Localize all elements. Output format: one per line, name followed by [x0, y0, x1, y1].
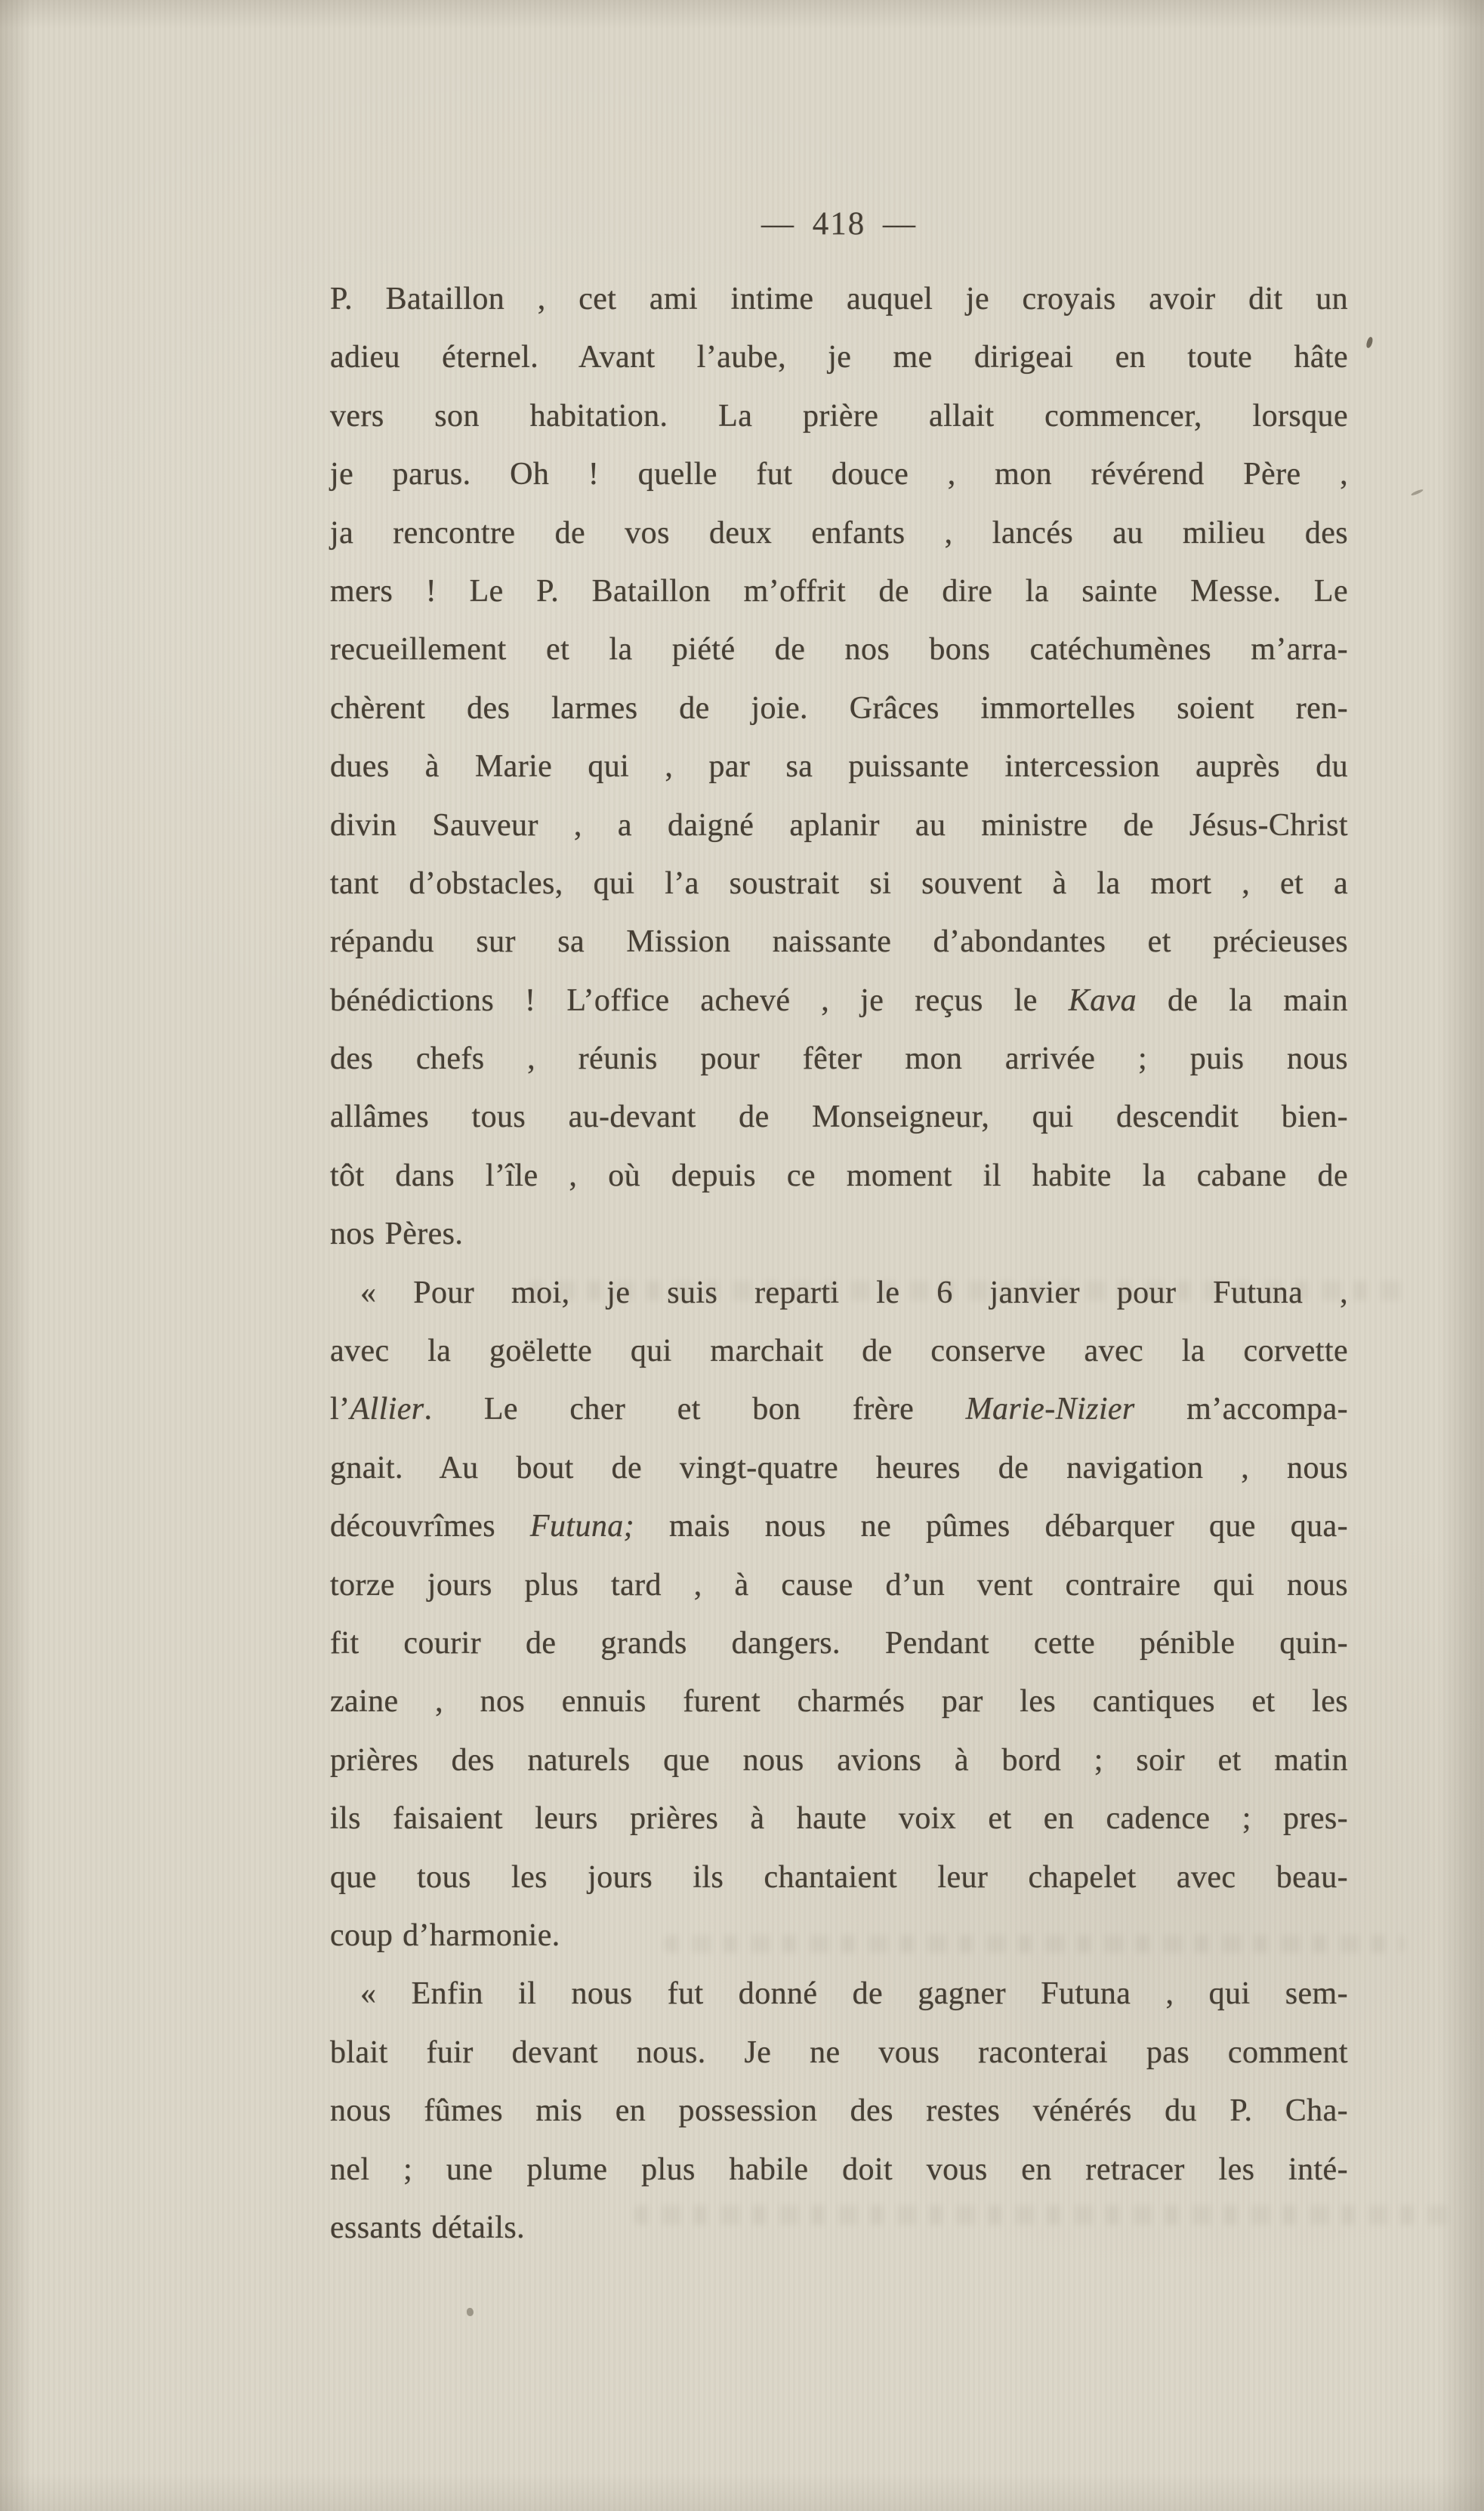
- text-run: . Le cher et bon frère: [424, 1392, 966, 1427]
- text-run: avec la goëlette qui marchait de conserve avec la corvette: [330, 1334, 1348, 1369]
- text-line: [330, 446, 1348, 504]
- text-run: répandu sur sa Mission naissante d’abondantes et précieuses: [330, 924, 1348, 960]
- text-line: [330, 329, 1348, 387]
- text-run: « Enfin il nous fut donné de gagner Futuna , qui sem-: [360, 1976, 1348, 2012]
- text-run: découvrîmes: [330, 1509, 530, 1544]
- text-line: [330, 1322, 1348, 1380]
- text-line: [330, 1556, 1348, 1615]
- text-run: tant d’obstacles, qui l’a soustrait si souvent à la mort , et a: [330, 865, 1348, 901]
- text-line: [330, 855, 1348, 913]
- text-run: nel ; une plume plus habile doit vous en retracer les inté-: [330, 2152, 1348, 2187]
- text-run: prières des naturels que nous avions à bord ; soir et matin: [330, 1742, 1348, 1778]
- text-run: mais nous ne pûmes débarquer que qua-: [634, 1509, 1348, 1544]
- text-run: « Pour moi, je suis reparti le 6 janvier pour Futuna ,: [360, 1275, 1348, 1310]
- text-run: divin Sauveur , a daigné aplanir au ministre de Jésus-Christ: [330, 807, 1348, 843]
- text-line: [330, 1088, 1348, 1146]
- text-line: [330, 972, 1348, 1030]
- text-line: [330, 1907, 1348, 1965]
- text-run: fit courir de grands dangers. Pendant cette pénible quin-: [330, 1625, 1348, 1661]
- text-run: mers ! Le P. Bataillon m’offrit de dire la sainte Messe. Le: [330, 573, 1348, 609]
- text-line: [330, 1147, 1348, 1205]
- text-run: P. Bataillon , cet ami intime auquel je croyais avoir dit un: [330, 282, 1348, 316]
- text-run: blait fuir devant nous. Je ne vous raconterai pas comment: [330, 2034, 1348, 2070]
- text-run: vers son habitation. La prière allait commencer, lorsque: [330, 398, 1348, 433]
- text-run: je parus. Oh ! quelle fut douce , mon révérend Père ,: [330, 457, 1348, 492]
- text-line: [330, 563, 1348, 621]
- text-run: essants détails.: [330, 2210, 526, 2245]
- page-number: — 418 —: [761, 206, 917, 242]
- text-run: nous fûmes mis en possession des restes vénérés du P. Cha-: [330, 2093, 1348, 2129]
- text-line: [330, 1732, 1348, 1790]
- text-line: [330, 621, 1348, 679]
- text-run: m’accompa-: [1134, 1392, 1348, 1427]
- text-run: l’: [330, 1392, 350, 1427]
- text-run-italic: Allier: [350, 1392, 424, 1427]
- text-line: [330, 387, 1348, 446]
- text-run: nos Pères.: [330, 1217, 464, 1252]
- text-run-italic: Marie-Nizier: [965, 1392, 1135, 1427]
- text-line: [330, 738, 1348, 796]
- text-line: [330, 504, 1348, 563]
- text-run: zaine , nos ennuis furent charmés par les cantiques et les: [330, 1684, 1348, 1720]
- text-run: allâmes tous au-devant de Monseigneur, qui descendit bien-: [330, 1100, 1348, 1135]
- text-run: de la main: [1137, 982, 1348, 1018]
- text-line: [330, 2082, 1348, 2140]
- text-run: tôt dans l’île , où depuis ce moment il habite la cabane de: [330, 1158, 1348, 1193]
- text-line: [330, 2199, 1348, 2257]
- text-run: ils faisaient leurs prières à haute voix et en cadence ; pres-: [330, 1801, 1348, 1837]
- text-run: gnait. Au bout de vingt-quatre heures de navigation , nous: [330, 1450, 1348, 1485]
- text-run: adieu éternel. Avant l’aube, je me dirigeai en toute hâte: [330, 340, 1348, 375]
- text-line: [330, 1205, 1348, 1263]
- ink-speck: [467, 2308, 474, 2316]
- text-line: [330, 1439, 1348, 1498]
- text-run-italic: Kava: [1068, 982, 1137, 1018]
- text-run: coup d’harmonie.: [330, 1917, 560, 1953]
- text-run: dues à Marie qui , par sa puissante intercession auprès du: [330, 749, 1348, 785]
- text-line: [330, 2024, 1348, 2082]
- text-line: [330, 913, 1348, 971]
- text-line: [330, 797, 1348, 855]
- text-line: [330, 1498, 1348, 1556]
- text-run-italic: Futuna;: [529, 1509, 635, 1544]
- text-line: [330, 1790, 1348, 1848]
- text-line: [330, 680, 1348, 738]
- text-line: [330, 1965, 1348, 2023]
- text-run: bénédictions ! L’office achevé , je reçus le: [330, 982, 1069, 1018]
- text-run: torze jours plus tard , à cause d’un vent contraire qui nous: [330, 1567, 1348, 1603]
- text-line: [330, 1673, 1348, 1731]
- text-line: [330, 1615, 1348, 1673]
- text-line: [330, 1264, 1348, 1322]
- text-line: [330, 1849, 1348, 1907]
- text-run: que tous les jours ils chantaient leur chapelet avec beau-: [330, 1859, 1348, 1895]
- text-line: [330, 270, 1348, 329]
- text-line: [330, 1030, 1348, 1088]
- text-run: recueillement et la piété de nos bons catéchumènes m’arra-: [330, 632, 1348, 668]
- text-block: [330, 270, 1348, 2257]
- text-line: [330, 2141, 1348, 2199]
- text-run: ja rencontre de vos deux enfants , lancés au milieu des: [330, 515, 1348, 551]
- text-run: chèrent des larmes de joie. Grâces immortelles soient ren-: [330, 690, 1348, 726]
- text-line: [330, 1380, 1348, 1439]
- text-run: des chefs , réunis pour fêter mon arrivée ; puis nous: [330, 1041, 1348, 1077]
